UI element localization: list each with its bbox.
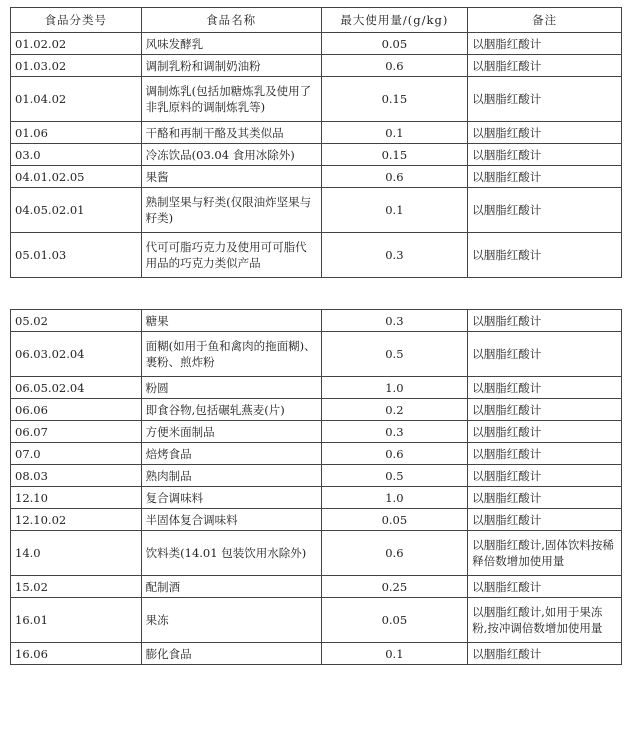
- header-max-usage: 最大使用量/(g/kg): [321, 8, 468, 33]
- food-category-code-cell: 01.03.02: [11, 55, 142, 77]
- remarks-cell: 以胭脂红酸计: [468, 55, 622, 77]
- max-usage-cell: 0.2: [321, 399, 468, 421]
- table-row: [11, 443, 622, 465]
- food-category-code-cell: 05.02: [11, 310, 142, 332]
- table-header-row: [11, 8, 622, 33]
- table-row: [11, 188, 622, 233]
- food-category-code-cell: 07.0: [11, 443, 142, 465]
- max-usage-cell: 0.6: [321, 443, 468, 465]
- food-name-cell: 粉圆: [141, 377, 321, 399]
- header-food-name: 食品名称: [141, 8, 321, 33]
- remarks-cell: 以胭脂红酸计: [468, 122, 622, 144]
- table-row: [11, 465, 622, 487]
- food-name-cell: 焙烤食品: [141, 443, 321, 465]
- remarks-cell: 以胭脂红酸计: [468, 576, 622, 598]
- max-usage-cell: 0.3: [321, 310, 468, 332]
- header-food-category-code: 食品分类号: [11, 8, 142, 33]
- food-name-cell: 果酱: [141, 166, 321, 188]
- table-row: [11, 332, 622, 377]
- max-usage-cell: 0.05: [321, 509, 468, 531]
- remarks-cell: 以胭脂红酸计: [468, 332, 622, 377]
- max-usage-cell: 0.5: [321, 465, 468, 487]
- food-category-code-cell: 04.01.02.05: [11, 166, 142, 188]
- food-name-cell: 调制炼乳(包括加糖炼乳及使用了非乳原料的调制炼乳等): [141, 77, 321, 122]
- max-usage-cell: 0.1: [321, 643, 468, 665]
- food-name-cell: 配制酒: [141, 576, 321, 598]
- table-row: [11, 643, 622, 665]
- remarks-cell: 以胭脂红酸计,固体饮料按稀释倍数增加使用量: [468, 531, 622, 576]
- remarks-cell: 以胭脂红酸计: [468, 643, 622, 665]
- max-usage-cell: 0.5: [321, 332, 468, 377]
- remarks-cell: 以胭脂红酸计: [468, 377, 622, 399]
- food-category-code-cell: 06.07: [11, 421, 142, 443]
- table-row: [11, 310, 622, 332]
- max-usage-cell: 0.6: [321, 166, 468, 188]
- remarks-cell: 以胭脂红酸计: [468, 465, 622, 487]
- food-name-cell: 干酪和再制干酪及其类似品: [141, 122, 321, 144]
- table-row: [11, 421, 622, 443]
- remarks-cell: 以胭脂红酸计: [468, 33, 622, 55]
- food-name-cell: 即食谷物,包括碾轧燕麦(片): [141, 399, 321, 421]
- food-name-cell: 果冻: [141, 598, 321, 643]
- food-category-code-cell: 01.06: [11, 122, 142, 144]
- food-name-cell: 面糊(如用于鱼和禽肉的拖面糊)、裹粉、煎炸粉: [141, 332, 321, 377]
- food-name-cell: 方便米面制品: [141, 421, 321, 443]
- max-usage-cell: 0.15: [321, 77, 468, 122]
- max-usage-cell: 0.6: [321, 55, 468, 77]
- food-name-cell: 复合调味料: [141, 487, 321, 509]
- table-row: [11, 144, 622, 166]
- table-row: [11, 531, 622, 576]
- remarks-cell: 以胭脂红酸计: [468, 509, 622, 531]
- max-usage-cell: 0.05: [321, 598, 468, 643]
- food-name-cell: 冷冻饮品(03.04 食用冰除外): [141, 144, 321, 166]
- food-category-code-cell: 16.06: [11, 643, 142, 665]
- food-category-code-cell: 12.10: [11, 487, 142, 509]
- table-row: [11, 55, 622, 77]
- remarks-cell: 以胭脂红酸计: [468, 487, 622, 509]
- food-category-code-cell: 06.05.02.04: [11, 377, 142, 399]
- food-name-cell: 代可可脂巧克力及使用可可脂代用品的巧克力类似产品: [141, 233, 321, 278]
- table-row: [11, 598, 622, 643]
- table-row: [11, 77, 622, 122]
- table-row: [11, 233, 622, 278]
- remarks-cell: 以胭脂红酸计: [468, 144, 622, 166]
- header-remarks: 备注: [468, 8, 622, 33]
- remarks-cell: 以胭脂红酸计: [468, 77, 622, 122]
- max-usage-cell: 0.15: [321, 144, 468, 166]
- max-usage-cell: 0.1: [321, 188, 468, 233]
- max-usage-cell: 0.25: [321, 576, 468, 598]
- food-category-code-cell: 12.10.02: [11, 509, 142, 531]
- food-category-code-cell: 03.0: [11, 144, 142, 166]
- remarks-cell: 以胭脂红酸计,如用于果冻粉,按冲调倍数增加使用量: [468, 598, 622, 643]
- remarks-cell: 以胭脂红酸计: [468, 443, 622, 465]
- remarks-cell: 以胭脂红酸计: [468, 188, 622, 233]
- max-usage-cell: 0.1: [321, 122, 468, 144]
- food-name-cell: 调制乳粉和调制奶油粉: [141, 55, 321, 77]
- max-usage-cell: 0.3: [321, 421, 468, 443]
- food-category-code-cell: 08.03: [11, 465, 142, 487]
- food-category-code-cell: 14.0: [11, 531, 142, 576]
- additive-table-bottom: [10, 309, 622, 665]
- food-name-cell: 熟肉制品: [141, 465, 321, 487]
- table-row: [11, 377, 622, 399]
- food-name-cell: 熟制坚果与籽类(仅限油炸坚果与籽类): [141, 188, 321, 233]
- food-category-code-cell: 16.01: [11, 598, 142, 643]
- max-usage-cell: 0.3: [321, 233, 468, 278]
- food-category-code-cell: 06.03.02.04: [11, 332, 142, 377]
- table-row: [11, 399, 622, 421]
- max-usage-cell: 0.05: [321, 33, 468, 55]
- food-name-cell: 膨化食品: [141, 643, 321, 665]
- food-category-code-cell: 15.02: [11, 576, 142, 598]
- food-category-code-cell: 01.02.02: [11, 33, 142, 55]
- table-row: [11, 509, 622, 531]
- max-usage-cell: 1.0: [321, 487, 468, 509]
- max-usage-cell: 1.0: [321, 377, 468, 399]
- food-category-code-cell: 06.06: [11, 399, 142, 421]
- food-category-code-cell: 05.01.03: [11, 233, 142, 278]
- food-name-cell: 饮料类(14.01 包装饮用水除外): [141, 531, 321, 576]
- remarks-cell: 以胭脂红酸计: [468, 166, 622, 188]
- food-name-cell: 糖果: [141, 310, 321, 332]
- food-name-cell: 半固体复合调味料: [141, 509, 321, 531]
- additive-table-top: [10, 7, 622, 278]
- table-row: [11, 122, 622, 144]
- table-row: [11, 576, 622, 598]
- food-category-code-cell: 01.04.02: [11, 77, 142, 122]
- remarks-cell: 以胭脂红酸计: [468, 421, 622, 443]
- max-usage-cell: 0.6: [321, 531, 468, 576]
- food-category-code-cell: 04.05.02.01: [11, 188, 142, 233]
- remarks-cell: 以胭脂红酸计: [468, 233, 622, 278]
- table-row: [11, 33, 622, 55]
- food-name-cell: 风味发酵乳: [141, 33, 321, 55]
- remarks-cell: 以胭脂红酸计: [468, 310, 622, 332]
- remarks-cell: 以胭脂红酸计: [468, 399, 622, 421]
- table-row: [11, 487, 622, 509]
- table-row: [11, 166, 622, 188]
